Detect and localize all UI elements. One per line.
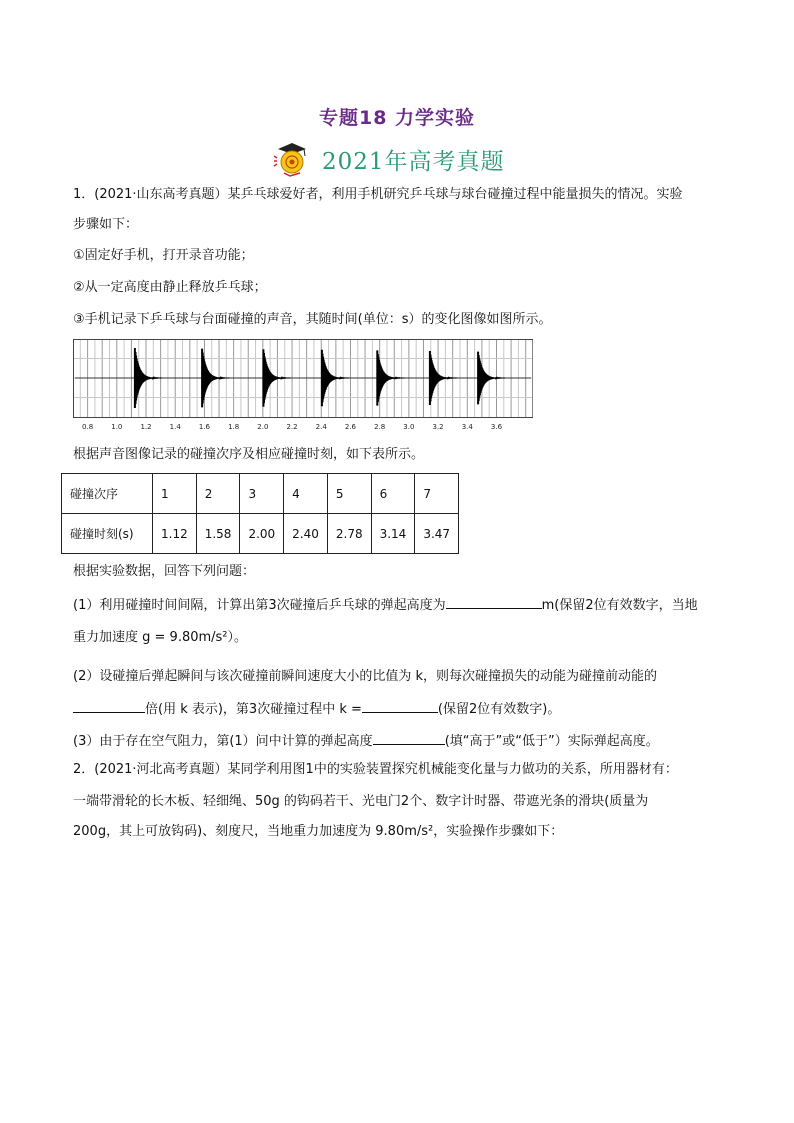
q1-part3	[73, 730, 659, 751]
q1-part1-text-a: (1）利用碰撞时间间隔，计算出第3次碰撞后乒乓球的弹起高度为	[73, 598, 446, 613]
q1-intro-line1: 1．(2021·山东高考真题）某乒乓球爱好者，利用手机研究乒乓球与球台碰撞过程中能量损失的情况。实验	[73, 187, 683, 202]
q1-part2-text-b: 倍(用 k 表示)，第3次碰撞过程中 k =	[145, 702, 362, 717]
table-cell: 1.58	[196, 514, 240, 554]
table-cell: 3	[240, 474, 284, 514]
table-cell: 1.12	[153, 514, 197, 554]
waveform-tick-label: 2.2	[286, 423, 298, 431]
q1-part3-text-b: (填“高于”或“低于”）实际弹起高度。	[444, 734, 659, 749]
table-cell: 2	[196, 474, 240, 514]
waveform-tick-label: 0.8	[82, 423, 94, 431]
table-cell: 2.40	[284, 514, 328, 554]
q1-step1: ①固定好手机，打开录音功能；	[73, 248, 254, 263]
answer-blank-2[interactable]	[73, 698, 145, 713]
waveform-tick-label: 3.2	[432, 423, 444, 431]
table-cell: 7	[415, 474, 459, 514]
waveform-tick-label: 2.4	[315, 423, 327, 431]
q2-line2: 一端带滑轮的长木板、轻细绳、50g 的钩码若干、光电门2个、数字计时器、带遮光条的滑块(质量为	[73, 794, 649, 809]
q2-line3: 200g，其上可放钩码)、刻度尺，当地重力加速度为 9.80m/s²，实验操作步骤如下：	[73, 824, 564, 839]
waveform-tick-label: 3.6	[490, 423, 503, 431]
table-cell: 2.00	[240, 514, 284, 554]
q1-intro-line2: 步骤如下：	[73, 217, 139, 232]
table-header-order: 碰撞次序	[62, 474, 153, 514]
table-cell: 5	[327, 474, 371, 514]
q1-step2: ②从一定高度由静止释放乒乓球；	[73, 280, 267, 295]
waveform-tick-label: 2.0	[257, 423, 269, 431]
waveform-tick-label: 2.6	[344, 423, 357, 431]
answer-prompt: 根据实验数据，回答下列问题：	[73, 564, 256, 579]
q1-part2-line1: (2）设碰撞后弹起瞬间与该次碰撞前瞬间速度大小的比值为 k，则每次碰撞损失的动能为碰撞前动能的	[73, 669, 658, 684]
table-cell: 4	[284, 474, 328, 514]
q2-line1: 2．(2021·河北高考真题）某同学利用图1中的实验装置探究机械能变化量与力做功的关系，所用器材有：	[73, 762, 678, 777]
collision-table	[61, 473, 459, 554]
page-subtitle: 2021年高考真题	[322, 148, 505, 175]
waveform-tick-label: 3.4	[461, 423, 473, 431]
q1-part1-text-b: m(保留2位有效数字，当地	[541, 598, 698, 613]
page-title: 专题18 力学实验	[318, 107, 476, 129]
waveform-tick-label: 3.0	[403, 423, 415, 431]
answer-blank-3[interactable]	[362, 698, 438, 713]
waveform-tick-label: 1.6	[198, 423, 210, 431]
q1-part1-line2: 重力加速度 g = 9.80m/s²）。	[73, 630, 248, 645]
table-cell: 3.47	[415, 514, 459, 554]
table-row	[62, 474, 459, 514]
table-header-time: 碰撞时刻(s)	[62, 514, 153, 554]
waveform-tick-label: 1.4	[169, 423, 181, 431]
q1-part1-line1	[73, 594, 698, 615]
q1-part3-text-a: (3）由于存在空气阻力，第(1）问中计算的弹起高度	[73, 734, 373, 749]
waveform-tick-label: 1.2	[140, 423, 152, 431]
q1-step3: ③手机记录下乒乓球与台面碰撞的声音，其随时间(单位：s）的变化图像如图所示。	[73, 312, 552, 327]
answer-blank-1[interactable]	[446, 594, 542, 609]
table-cell: 2.78	[327, 514, 371, 554]
mascot-logo-icon	[270, 141, 314, 177]
q1-part2-line2	[73, 698, 560, 719]
subtitle-banner	[270, 140, 505, 178]
waveform-tick-label: 1.8	[228, 423, 240, 431]
table-cell: 6	[371, 474, 415, 514]
table-intro: 根据声音图像记录的碰撞次序及相应碰撞时刻，如下表所示。	[73, 447, 425, 462]
q1-part2-text-c: (保留2位有效数字)。	[437, 702, 561, 717]
table-cell: 1	[153, 474, 197, 514]
sound-waveform-figure	[73, 339, 533, 433]
table-cell: 3.14	[371, 514, 415, 554]
waveform-tick-label: 1.0	[111, 423, 123, 431]
table-row	[62, 514, 459, 554]
waveform-tick-label: 2.8	[374, 423, 386, 431]
answer-blank-4[interactable]	[373, 730, 445, 745]
